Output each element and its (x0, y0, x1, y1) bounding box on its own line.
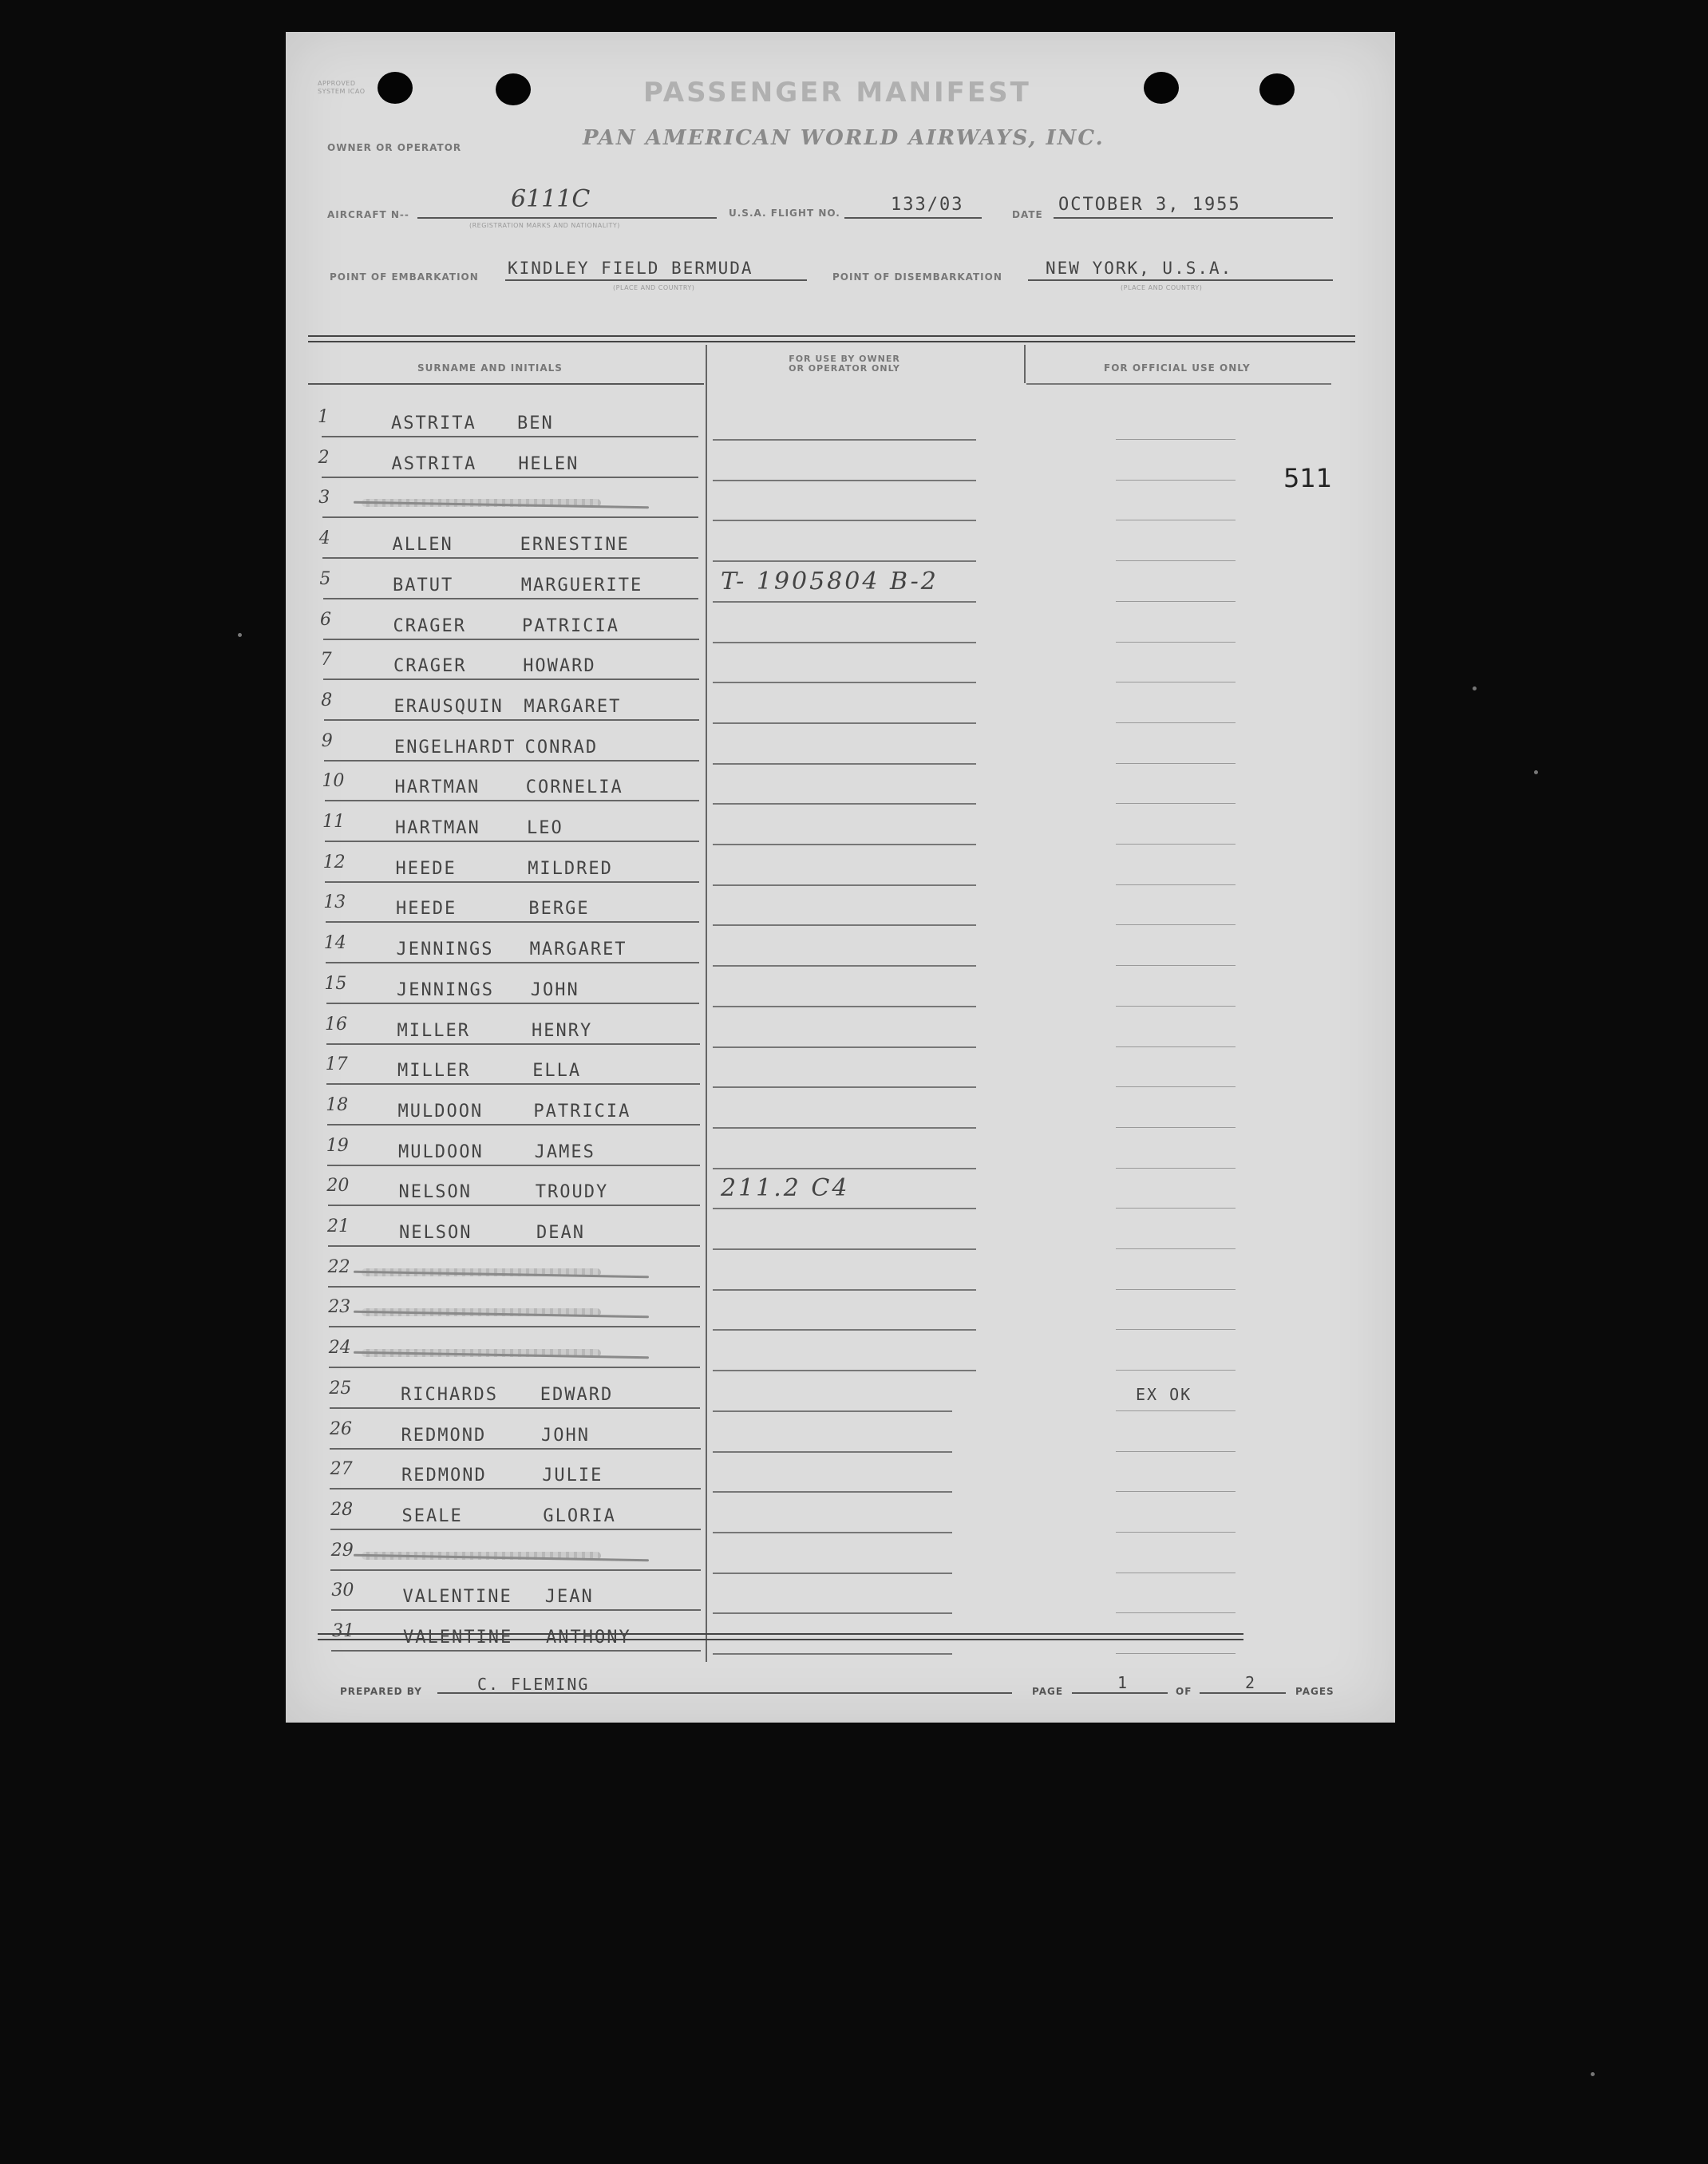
table-row (286, 488, 1395, 526)
table-row (286, 1054, 1395, 1093)
passenger-surname: MULDOON (397, 1102, 484, 1122)
table-row (286, 1419, 1395, 1458)
passenger-given-name: HOWARD (523, 656, 596, 676)
row-number: 3 (318, 488, 330, 508)
passenger-given-name: CORNELIA (525, 777, 623, 797)
table-row (286, 1459, 1395, 1497)
row-number: 28 (330, 1500, 354, 1520)
owner-value: PAN AMERICAN WORLD AIRWAYS, INC. (583, 126, 1105, 150)
passenger-given-name: JAMES (534, 1142, 595, 1162)
passenger-given-name: EDWARD (540, 1385, 614, 1405)
table-row (286, 448, 1395, 486)
prepared-by-label: PREPARED BY (340, 1686, 422, 1697)
passenger-surname: ALLEN (392, 535, 453, 555)
row-number: 9 (321, 731, 333, 751)
passenger-given-name: BEN (517, 413, 554, 433)
row-number: 8 (321, 690, 333, 710)
passenger-surname: BATUT (393, 576, 454, 595)
row-number: 4 (318, 528, 330, 548)
table-row (286, 610, 1395, 648)
table-row (286, 1580, 1395, 1619)
date-label: DATE (1012, 209, 1043, 220)
aircraft-value: 6111C (511, 185, 591, 213)
table-row (286, 1297, 1395, 1335)
passenger-given-name: ELLA (532, 1061, 582, 1081)
punch-hole (1144, 72, 1179, 104)
passenger-given-name: LEO (527, 818, 563, 838)
passenger-surname: HARTMAN (395, 818, 480, 838)
table-row (286, 1136, 1395, 1174)
passenger-given-name: JOHN (541, 1426, 590, 1446)
table-row (286, 1257, 1395, 1296)
punch-hole (1259, 73, 1295, 105)
embark-label: POINT OF EMBARKATION (330, 271, 479, 283)
table-row (286, 771, 1395, 809)
passenger-surname: HARTMAN (394, 777, 480, 797)
margin-note: 511 (1283, 463, 1333, 493)
passenger-given-name: JEAN (544, 1587, 594, 1607)
passenger-surname: VALENTINE (402, 1587, 512, 1607)
manifest-sheet (286, 32, 1395, 1723)
row-number: 27 (330, 1459, 353, 1479)
passenger-given-name: MARGARET (529, 940, 627, 959)
date-value: OCTOBER 3, 1955 (1058, 195, 1241, 215)
prepared-by-value: C. FLEMING (477, 1675, 590, 1694)
table-row (286, 1217, 1395, 1255)
row-number: 6 (320, 610, 331, 630)
column-header-owner-use: FOR USE BY OWNER OR OPERATOR ONLY (789, 354, 900, 374)
table-row (286, 974, 1395, 1012)
row-number: 17 (325, 1054, 348, 1074)
passenger-surname: JENNINGS (397, 980, 494, 1000)
approved-stamp: APPROVED SYSTEM ICAO (318, 80, 366, 95)
page-label: PAGE (1032, 1686, 1064, 1697)
row-number: 12 (322, 853, 346, 872)
scan-speck (1534, 770, 1538, 774)
row-number: 2 (318, 448, 330, 468)
table-row (286, 1338, 1395, 1376)
table-row (286, 853, 1395, 891)
pages-label: PAGES (1295, 1686, 1334, 1697)
table-row (286, 1176, 1395, 1214)
passenger-given-name: MILDRED (528, 859, 613, 879)
row-number: 22 (327, 1257, 350, 1277)
passenger-surname: HEEDE (396, 899, 457, 919)
disembark-label: POINT OF DISEMBARKATION (832, 271, 1002, 283)
row-number: 21 (327, 1217, 350, 1236)
passenger-given-name: GLORIA (543, 1506, 616, 1526)
row-number: 24 (328, 1338, 351, 1358)
passenger-given-name: MARGARET (524, 697, 622, 717)
table-row (286, 1379, 1395, 1417)
table-row (286, 690, 1395, 729)
flight-value: 133/03 (891, 195, 964, 215)
row-number: 14 (323, 933, 346, 953)
passenger-surname: NELSON (398, 1182, 472, 1202)
scan-speck (238, 633, 242, 637)
punch-hole (378, 72, 413, 104)
owner-use-note: T- 1905804 B-2 (721, 568, 939, 595)
passenger-surname: HEEDE (395, 859, 457, 879)
passenger-surname: ENGELHARDT (394, 738, 516, 758)
table-row (286, 1500, 1395, 1538)
passenger-surname: RICHARDS (401, 1385, 498, 1405)
row-number: 16 (325, 1015, 347, 1035)
passenger-given-name: CONRAD (524, 738, 599, 758)
row-number: 11 (322, 812, 345, 832)
passenger-surname: MILLER (397, 1021, 470, 1041)
passenger-given-name: HENRY (532, 1021, 593, 1041)
embark-caption: (PLACE AND COUNTRY) (613, 284, 695, 291)
owner-label: OWNER OR OPERATOR (327, 142, 462, 153)
passenger-given-name: ERNESTINE (520, 535, 630, 555)
row-number: 15 (324, 974, 347, 994)
passenger-given-name: PATRICIA (522, 616, 619, 636)
table-row (286, 1621, 1395, 1660)
passenger-surname: CRAGER (393, 656, 467, 676)
passenger-surname: JENNINGS (396, 940, 494, 959)
of-label: OF (1176, 1686, 1192, 1697)
row-number: 7 (320, 650, 332, 670)
row-number: 25 (329, 1379, 352, 1398)
column-header-official-use: FOR OFFICIAL USE ONLY (1104, 362, 1251, 374)
table-row (286, 1541, 1395, 1579)
table-row (286, 731, 1395, 769)
row-number: 5 (319, 569, 331, 589)
owner-use-note: 211.2 C4 (721, 1174, 850, 1202)
row-number: 18 (326, 1095, 349, 1115)
scan-speck (1591, 2072, 1595, 2076)
table-row (286, 812, 1395, 850)
row-number: 31 (332, 1621, 354, 1641)
passenger-given-name: JOHN (530, 980, 579, 1000)
row-number: 19 (326, 1136, 349, 1156)
row-number: 29 (330, 1541, 354, 1561)
passenger-given-name: JULIE (542, 1466, 603, 1486)
row-number: 10 (322, 771, 345, 791)
passenger-surname: NELSON (399, 1223, 472, 1243)
column-header-surname: SURNAME AND INITIALS (417, 362, 563, 374)
passenger-surname: MULDOON (398, 1142, 484, 1162)
punch-hole (496, 73, 531, 105)
passenger-surname: REDMOND (401, 1466, 487, 1486)
table-row (286, 650, 1395, 688)
row-number: 13 (323, 892, 346, 912)
passenger-surname: REDMOND (401, 1426, 487, 1446)
passenger-surname: ASTRITA (391, 413, 476, 433)
passenger-given-name: PATRICIA (533, 1102, 631, 1122)
scan-speck (1473, 686, 1477, 690)
passenger-surname: ASTRITA (391, 454, 477, 474)
row-number: 1 (318, 407, 329, 427)
embark-value: KINDLEY FIELD BERMUDA (508, 259, 753, 278)
flight-label: U.S.A. FLIGHT NO. (729, 208, 840, 219)
passenger-surname: ERAUSQUIN (393, 697, 504, 717)
table-row (286, 407, 1395, 445)
passenger-surname: VALENTINE (403, 1628, 513, 1648)
passenger-given-name: MARGUERITE (520, 576, 643, 595)
table-row (286, 528, 1395, 567)
aircraft-label: AIRCRAFT N-- (327, 209, 409, 220)
table-row (286, 892, 1395, 931)
table-row (286, 1015, 1395, 1053)
passenger-given-name: BERGE (528, 899, 590, 919)
form-title: PASSENGER MANIFEST (643, 77, 1031, 109)
table-row (286, 933, 1395, 971)
disembark-value: NEW YORK, U.S.A. (1046, 259, 1233, 278)
total-pages: 2 (1245, 1673, 1257, 1692)
row-number: 23 (328, 1297, 351, 1317)
passenger-given-name: HELEN (518, 454, 579, 474)
row-number: 26 (330, 1419, 352, 1439)
passenger-surname: SEALE (401, 1506, 463, 1526)
row-number: 20 (326, 1176, 350, 1196)
passenger-given-name: TROUDY (535, 1182, 609, 1202)
registration-caption: (REGISTRATION MARKS AND NATIONALITY) (469, 222, 620, 229)
passenger-given-name: ANTHONY (546, 1628, 631, 1648)
table-row (286, 1095, 1395, 1133)
passenger-given-name: DEAN (536, 1223, 585, 1243)
passenger-surname: CRAGER (393, 616, 466, 636)
table-row (286, 569, 1395, 607)
row-number: 30 (331, 1580, 354, 1600)
official-use-note: EX OK (1136, 1385, 1192, 1404)
disembark-caption: (PLACE AND COUNTRY) (1121, 284, 1203, 291)
passenger-surname: MILLER (397, 1061, 471, 1081)
page-number: 1 (1117, 1673, 1129, 1692)
